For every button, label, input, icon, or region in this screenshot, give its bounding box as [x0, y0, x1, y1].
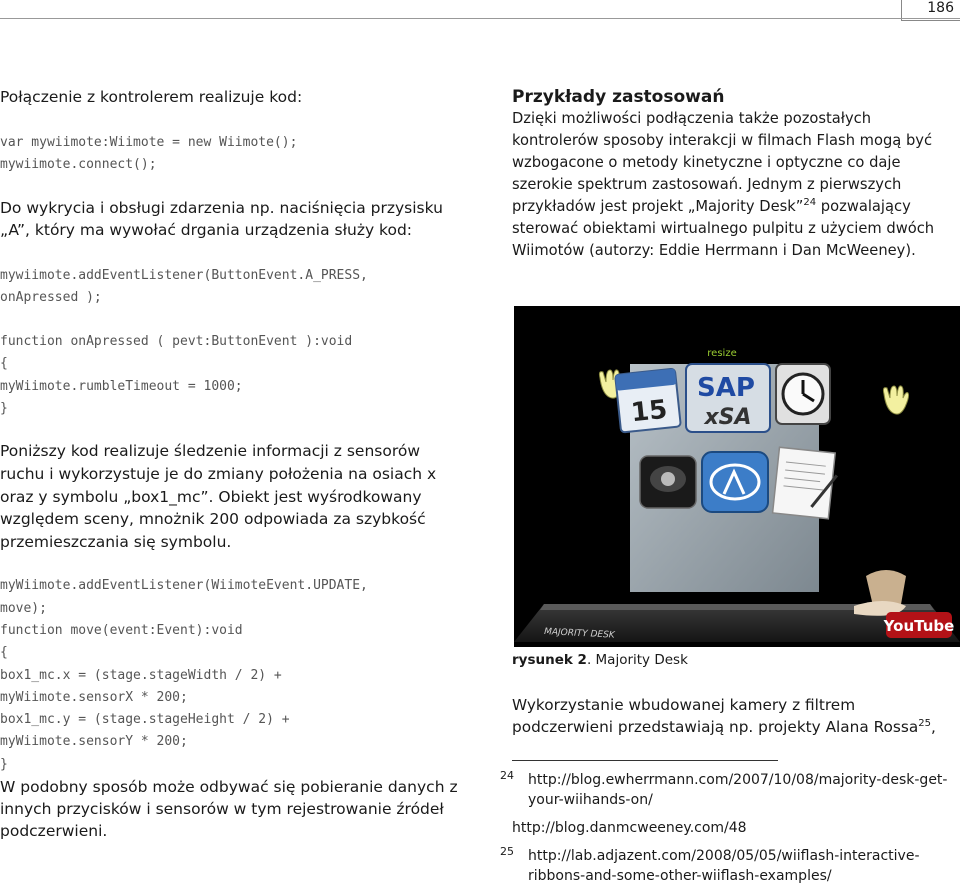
footnote-ref[interactable]: 24 — [803, 197, 817, 209]
footnote-link[interactable]: http://blog.ewherrmann.com/2007/10/08/majority-desk-get-your-wiihands-on/ — [528, 772, 948, 808]
paragraph-applications — [512, 108, 952, 262]
footnote-link[interactable]: http://blog.danmcweeney.com/48 — [512, 820, 747, 836]
code-line: box1_mc.x = (stage.stageWidth / 2) + — [0, 667, 282, 683]
desk-label: MAJORITY DESK — [543, 627, 615, 641]
svg-text:15: 15 — [629, 394, 669, 429]
section-heading: Przykłady zastosowań — [512, 87, 725, 107]
resize-label: resize — [707, 348, 737, 359]
paragraph-sensor-tracking: Poniższy kod realizuje śledzenie informacji z sensorów ruchu i wykorzystuje je do zmiany położenia na osiach x oraz y symbolu „box1_mc”. Obiekt jest wyśrodkowany względem sceny, mnożnik 200 odpowiada za szybkość przemieszczania się symbolu. — [0, 442, 437, 551]
code-line: var mywiimote:Wiimote = new Wiimote(); — [0, 135, 298, 150]
code-line: } — [0, 756, 8, 772]
figure-majority-desk — [514, 306, 960, 647]
code-line: myWiimote.addEventListener(WiimoteEvent.UPDATE, — [0, 578, 368, 594]
svg-text:xSA: xSA — [704, 405, 752, 430]
calendar-icon — [615, 369, 681, 433]
app-store-icon — [702, 452, 768, 512]
footnote-25 — [500, 846, 960, 886]
person-feet — [854, 570, 906, 616]
footnote-link[interactable]: http://lab.adjazent.com/2008/05/05/wiiflash-interactive-ribbons-and-some-other-wiiflash-examples/ — [528, 848, 920, 884]
code-line: mywiimote.addEventListener(ButtonEvent.A_PRESS, — [0, 267, 368, 283]
code-line: myWiimote.rumbleTimeout = 1000; — [0, 378, 243, 394]
footnote-number: 25 — [500, 845, 514, 858]
footnote-24 — [500, 770, 960, 810]
paragraph-text: pozwalający sterować obiektami wirtualnego pulpitu z użyciem dwóch Wiimotów (autorzy: Eddie Herrmann i Dan McWeeney). — [512, 198, 935, 259]
page-number: 186 — [901, 0, 960, 21]
footnote-ref[interactable]: 25 — [918, 717, 931, 729]
caption-text: . Majority Desk — [586, 652, 688, 668]
paragraph-infrared — [512, 694, 958, 738]
header-rule — [0, 18, 960, 19]
svg-text:SAP: SAP — [697, 373, 755, 403]
code-line: function move(event:Event):void — [0, 622, 243, 638]
document-icon — [773, 447, 840, 519]
code-line: } — [0, 401, 8, 417]
paragraph-other-buttons: W podobny sposób może odbywać się pobieranie danych z innych przycisków i sensorów w tym rejestrowanie źródeł podczerwieni. — [0, 778, 458, 841]
code-line: myWiimote.sensorY * 200; — [0, 734, 188, 750]
code-line: { — [0, 645, 8, 661]
code-line: function onApressed ( pevt:ButtonEvent ):void — [0, 334, 353, 350]
code-line: move); — [0, 600, 47, 616]
footnote-24-extra — [500, 818, 960, 838]
figure-caption — [512, 652, 688, 668]
youtube-logo — [883, 612, 955, 638]
hand-cursor-icon — [883, 386, 908, 414]
footnotes — [500, 766, 960, 886]
caption-label: rysunek 2 — [512, 652, 587, 668]
paragraph-text: Dzięki możliwości podłączenia także pozostałych kontrolerów sposoby interakcji w filmach Flash mogą być wzbogacone o metody kinetyczne i optyczne co daje szerokie spektrum zastosowań. Jednym z pierwszych przykładów jest projekt „Majority Desk” — [512, 110, 933, 215]
right-column — [512, 86, 952, 262]
footnote-number: 24 — [500, 769, 514, 782]
code-line: box1_mc.y = (stage.stageHeight / 2) + — [0, 712, 290, 728]
chat-icon — [640, 456, 696, 508]
figure-image — [514, 306, 960, 647]
footnote-rule — [512, 760, 778, 761]
code-line: { — [0, 356, 8, 372]
svg-text:YouTube: YouTube — [883, 617, 955, 635]
sap-icon — [686, 364, 770, 432]
code-line: mywiimote.connect(); — [0, 157, 157, 173]
code-line: myWiimote.sensorX * 200; — [0, 689, 188, 705]
paragraph-text: , — [930, 718, 936, 736]
paragraph-button-event: Do wykrycia i obsługi zdarzenia np. naciśnięcia przysisku „A”, który ma wywołać drgania urządzenia służy kod: — [0, 198, 443, 239]
clock-icon — [776, 364, 830, 424]
code-line: onApressed ); — [0, 289, 102, 305]
intro-paragraph: Połączenie z kontrolerem realizuje kod: — [0, 88, 303, 106]
left-column — [0, 86, 460, 842]
paragraph-text: Wykorzystanie wbudowanej kamery z filtrem podczerwieni przedstawiają np. projekty Alana Rossa — [512, 696, 919, 736]
paragraph-text-wrapper — [512, 694, 958, 738]
